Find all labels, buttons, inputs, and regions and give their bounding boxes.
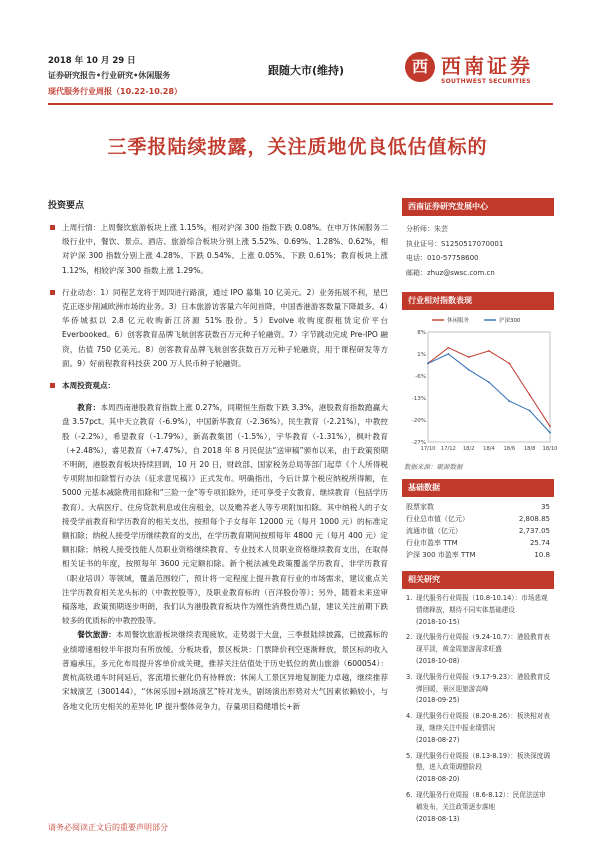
related-research-title: 现代服务行业周报（10.8-10.14）：市场悲观情绪释放，期待不同实体基础建设 [416, 594, 548, 614]
y-tick-label: -20% [411, 418, 426, 424]
y-tick-label: -27% [411, 440, 426, 446]
related-research-num: 1. [406, 594, 413, 602]
series-point [447, 347, 449, 349]
basic-data-value: 10.8 [534, 551, 550, 559]
footer-disclaimer: 请务必阅读正文后的重要声明部分 [48, 823, 168, 832]
series-point [427, 363, 429, 365]
basic-data-label: 股票家数 [406, 503, 434, 511]
basic-data-bar: 基础数据 [402, 479, 554, 497]
related-research-list [402, 589, 554, 825]
y-tick-label: 1% [417, 352, 426, 358]
para-lead: 教育： [77, 403, 101, 413]
related-research-item[interactable] [404, 711, 552, 746]
related-research-date: (2018-08-20) [416, 775, 460, 784]
main-content [48, 198, 388, 714]
para-lead: 餐饮旅游： [77, 630, 117, 640]
basic-data-row [402, 549, 554, 561]
bullet-news [48, 286, 388, 371]
related-research-item[interactable] [404, 790, 552, 825]
rating: 跟随大市(维持) [268, 64, 345, 77]
related-research-title: 现代服务行业周报（9.17-9.23）：港股教育反弹回暖，景区迎旅游高峰 [416, 672, 550, 693]
related-research-item[interactable] [404, 751, 552, 786]
basic-data-table [402, 501, 554, 561]
basic-data-value: 25.74 [529, 539, 550, 547]
legend-label: 休闲服务 [447, 318, 470, 324]
x-tick-label: 18/8 [523, 446, 536, 452]
para-education [48, 401, 388, 628]
bullet-views-title: 本周投资观点： [62, 381, 116, 391]
y-tick-label: -6% [415, 374, 426, 380]
basic-data-value: 2,808.85 [518, 515, 550, 523]
related-research-item[interactable] [404, 672, 552, 707]
related-research-num: 5. [406, 751, 413, 760]
related-research-num: 6. [406, 790, 413, 799]
report-series: 现代服务行业周报（10.22-10.28） [48, 87, 182, 96]
bullet-views [48, 379, 388, 393]
sidebar [402, 198, 558, 829]
related-research-date: (2018-10-15) [416, 617, 460, 626]
series-point [447, 353, 449, 355]
chart-frame [428, 332, 550, 442]
related-research-date: (2018-08-13) [416, 814, 460, 823]
series-point [488, 350, 490, 352]
basic-data-label: 行业市盈率 TTM [406, 539, 458, 547]
series-point [529, 410, 531, 412]
related-research-num: 4. [406, 712, 413, 721]
x-tick-label: 17/10 [420, 446, 436, 452]
basic-data-label: 流通市值（亿元） [406, 527, 462, 535]
relative-index-bar: 行业相对指数表现 [402, 292, 554, 310]
basic-data-label: 沪深 300 市盈率 TTM [406, 551, 476, 559]
para-catering-text: 餐饮旅游：本周餐饮旅游板块继续表现疲软，走势弱于大盘，三季报陆续披露，已披露标的业绩增速相较半年报均有所放缓。分板块看，景区板块：门票降价利空逐渐释放，景区标的收入普遍承压，多元化布局提升客单价成关键，推荐关注估值处于历史低位的黄山旅游（600054）：黄杭高铁通车时间延后，客流增长催化仍有待释放；休闲人工景区异地复制能力卓越，继续推荐宋城演艺（300144），“休闲乐园+剧场演艺”特对龙头，剧场演出形势对大气因素依赖较小，与各地文化历史相关的差异化 IP 提升整体竞争力，存量项目稳健增长+新 [62, 630, 388, 711]
bullet-news-text: 行业动态：1）同程艺龙将于周四进行路演，通过 IPO 募集 10 亿美元。2）业务拓展不利，星巴克正逐步削减欧洲市场的业务。3）日本旅游访客量六年间首降，中国香港游客数量下降最多。4）华侨城拟以 2.8 亿元收购新江济源 51% 股份。5）Evolve 收购度假租赁定价平台 Everbooked。6）创客教育品牌飞航创客获数百万元种子轮融资。7）字节跳动完成 Pre-IPO 融资，估值 750 亿美元。8）创客教育品牌飞航创客获数百万元种子轮融资，用于课程研发等方面。9）好前程教育科技获 200 万人民币种子轮融资。 [62, 287, 388, 368]
legend-label: 沪深300 [499, 318, 521, 324]
series-point [468, 356, 470, 358]
x-tick-label: 18/10 [542, 446, 558, 452]
y-tick-label: -13% [411, 396, 426, 402]
para-education-text: 教育：本周西南港股教育指数上涨 0.27%，同期恒生指数下跌 3.3%，港股教育指数跑赢大盘 3.57pct。其中天立教育（-6.9%），中国新华教育（-2.36%），民生教育（-2.21%），中教控股（-2.2%），希望教育（-1.79%），新高教集团（-1.5%），宇华教育（-1.31%），枫叶教育（+2.48%），睿见教育（+7.47%）。自 2018 年 8 月民促法“送审稿”颁布以来，由于政策预期不明朗，港股教育板块持续回调，10 月 20 日，财政部、国家税务总局等部门起草《个人所得税专项附加扣除暂行办法（征求意见稿）》正式发布。明确指出，今后计算个税应纳税所得额，在 5000 元基本减除费用扣除和“三险一金”等专项扣除外，还可享受子女教育、继续教育（包括学历教育）、大病医疗、住房贷款利息或住房租金，以及赡养老人等专项附加扣除。其中纳税人的子女接受学前教育和学历教育的相关支出，按照每个子女每年 12000 元（每月 1000 元）的标准定额扣除；纳税人接受学历继续教育的支出，在学历教育期间按照每年 4800 元（每月 400 元）定额扣除；纳税人接受技能人员职业资格继续教育、专业技术人员职业资格继续教育支出，在取得相关证书的年度，按照每年 3600 元定额扣除。新个税法减免政策覆盖学历教育、非学历教育（职业培训）等领域，覆盖范围较广，预计将一定程度上提升教育行业的市场需求，建议重点关注学历教育相关龙头标的（中教控股等），及职业教育标的（百洋股份等）；另外，随着未来送审稿落地，政策预期逐步明朗，我们认为港股教育板块作为刚性消费性质凸显，建议关注前期下跌较多的优质标的中教控股等。 [62, 403, 388, 626]
x-tick-label: 17/12 [440, 446, 456, 452]
analyst-phone: 电话：010-57758600 [406, 254, 479, 262]
section-title: 投资要点 [48, 201, 85, 211]
x-tick-label: 18/4 [483, 446, 495, 452]
x-tick-label: 18/2 [462, 446, 475, 452]
series-line [428, 348, 550, 427]
report-title: 三季报陆续披露，关注质地优良低估值标的 [107, 136, 488, 158]
analyst-name: 分析师：朱芸 [406, 225, 448, 233]
related-research-title: 现代服务行业周报（8.6-8.12）：民促法送审稿发布，关注政策逐步落地 [416, 790, 546, 811]
related-research-num: 2. [406, 633, 413, 642]
basic-data-row [402, 537, 554, 549]
analyst-info [402, 216, 554, 282]
basic-data-row [402, 501, 554, 513]
bullet-market [48, 221, 388, 278]
analyst-license: 执业证号：S1250517070001 [406, 239, 504, 248]
logo-mark-icon: 西 [405, 52, 435, 82]
chart-source: 数据来源：聚源数据 [404, 463, 463, 471]
relative-index-box [402, 292, 558, 471]
logo-en: SOUTHWEST SECURITIES [441, 78, 531, 85]
related-research-bar: 相关研究 [402, 571, 554, 589]
report-date: 2018 年 10 月 29 日 [48, 56, 136, 66]
basic-data-value: 2,737.05 [518, 527, 550, 535]
basic-data-row [402, 513, 554, 525]
series-point [468, 369, 470, 371]
series-point [549, 425, 551, 427]
relative-index-chart [402, 310, 558, 460]
chart-svg [402, 310, 558, 460]
related-research-title: 现代服务行业周报（8.20-8.26）：板块相对表现，继续关注中报业绩情况 [416, 712, 550, 732]
related-research-title: 现代服务行业周报（9.24-10.7）：港股教育表现平淡，黄金周旅游需求旺盛 [416, 633, 550, 654]
related-research-title: 现代服务行业周报（8.13-8.19）：板块深度调整，进入政策调整阶段 [416, 751, 550, 772]
related-research-num: 3. [406, 672, 413, 681]
basic-data-row [402, 525, 554, 537]
analyst-email[interactable]: 邮箱：zhuz@swsc.com.cn [406, 268, 495, 277]
bullet-market-text: 上周行情：上周餐饮旅游板块上涨 1.15%，相对沪深 300 指数下跌 0.08%。在申万休闲服务二级行业中，餐饮、景点、酒店、旅游综合板块分别上涨 5.52%、0.69%、1.28%、0.62%，相对沪深 300 指数分别上涨 4.28%、下跌 0.54%、上涨 0.05%、下跌 0.61%；教育板块上涨 1.12%，相较沪深 300 指数上涨 1.29%。 [62, 223, 388, 275]
related-research-date: (2018-10-08) [416, 656, 460, 665]
related-research-box [402, 571, 554, 825]
report-category: 证券研究报告•行业研究•休闲服务 [48, 71, 171, 80]
related-research-date: (2018-09-25) [416, 696, 460, 705]
basic-data-label: 行业总市值（亿元） [406, 515, 469, 523]
x-tick-label: 18/6 [503, 446, 516, 452]
related-research-date: (2018-08-27) [416, 735, 460, 744]
series-line [428, 354, 550, 433]
related-research-item[interactable] [404, 632, 552, 667]
basic-data-box [402, 479, 554, 561]
research-center-bar: 西南证券研究发展中心 [402, 198, 554, 216]
series-point [549, 432, 551, 434]
header-divider [48, 103, 553, 105]
para-catering [48, 628, 388, 713]
logo-cn: 西南证券 [441, 54, 533, 78]
series-point [508, 400, 510, 402]
series-point [508, 363, 510, 365]
series-point [488, 381, 490, 383]
company-logo [405, 48, 555, 94]
basic-data-value: 35 [541, 503, 550, 511]
related-research-item[interactable] [404, 593, 552, 628]
y-tick-label: 8% [417, 330, 426, 336]
series-point [529, 394, 531, 396]
